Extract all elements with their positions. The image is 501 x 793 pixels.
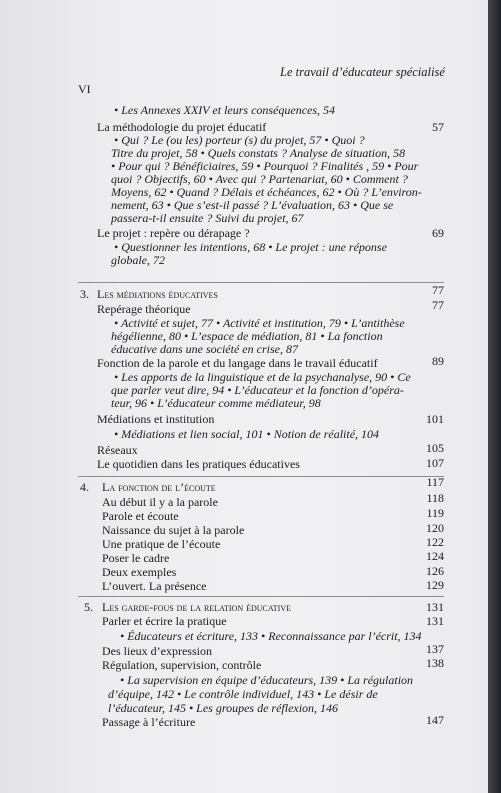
toc-page-ref: 105 [426, 441, 444, 455]
running-title: Le travail d’éducateur spécialisé [280, 65, 445, 79]
toc-sub-line: • Qui ? Le (ou les) porteur (s) du projet, 57 • Quoi ? [114, 133, 365, 147]
toc-section: Passage à l’écriture [102, 715, 196, 729]
toc-page-ref: 107 [426, 456, 444, 470]
chapter-divider [78, 596, 444, 597]
toc-sub-line: l’éducateur, 145 • Les groupes de réflexion, 146 [108, 701, 339, 715]
toc-sub-line: Moyens, 62 • Quand ? Délais et échéances, 62 • Où ? L’environ- [111, 185, 422, 199]
toc-page-ref: 131 [426, 600, 444, 614]
toc-sub-line: d’équipe, 142 • Le contrôle individuel, 143 • Le désir de [108, 687, 378, 701]
toc-sub-line: passera-t-il ensuite ? Suivi du projet, 67 [111, 211, 304, 225]
toc-section: L’ouvert. La présence [102, 579, 207, 593]
toc-section: Régulation, supervision, contrôle [102, 658, 262, 672]
toc-sub-line: globale, 72 [111, 253, 165, 267]
toc-page-ref: 138 [426, 656, 444, 670]
toc-sub-line: • Pour qui ? Bénéficiaires, 59 • Pourquoi ? Finalités , 59 • Pour [111, 159, 419, 173]
toc-sub-line: • Questionner les intentions, 68 • Le projet : une réponse [114, 240, 387, 254]
chapter-title: La fonction de l’écoute [102, 480, 216, 494]
toc-page-ref: 77 [432, 283, 444, 297]
toc-page-ref: 120 [426, 521, 444, 535]
chapter-divider [78, 476, 444, 477]
toc-section: Des lieux d’expression [102, 644, 212, 658]
toc-page-ref: 118 [426, 491, 444, 505]
toc-section: La méthodologie du projet éducatif [97, 120, 267, 134]
chapter-divider [78, 282, 444, 283]
toc-page-ref: 129 [426, 578, 444, 592]
toc-section: Réseaux [97, 443, 138, 457]
toc-page-ref: 77 [432, 298, 444, 312]
toc-sub-line: éducative dans une société en crise, 87 [111, 342, 298, 356]
toc-page-ref: 126 [426, 564, 444, 578]
toc-sub-line: • Éducateurs et écriture, 133 • Reconnaissance par l’écrit, 134 [120, 629, 422, 643]
toc-sub-line: Titre du projet, 58 • Quels constats ? Analyse de situation, 58 [111, 146, 406, 160]
chapter-number: 3. [80, 287, 89, 301]
toc-section: Naissance du sujet à la parole [102, 523, 245, 537]
chapter-title: Les garde-fous de la relation éducative [102, 600, 291, 614]
background-edge [488, 0, 501, 793]
toc-section: Le projet : repère ou dérapage ? [97, 226, 250, 240]
toc-page-ref: 137 [426, 642, 444, 656]
chapter-title: Les médiations éducatives [97, 287, 218, 301]
toc-sub-line: • Médiations et lien social, 101 • Notion de réalité, 104 [114, 427, 380, 441]
toc-sub-line: • Les apports de la linguistique et de la psychanalyse, 90 • Ce [114, 370, 411, 384]
toc-section: Une pratique de l’écoute [102, 537, 221, 551]
toc-page-ref: 131 [426, 614, 444, 628]
toc-section: Le quotidien dans les pratiques éducatives [97, 457, 300, 471]
toc-page-ref: 57 [432, 120, 444, 134]
toc-sub-line: • La supervision en équipe d’éducateurs, 139 • La régulation [120, 673, 414, 687]
toc-page-ref: 124 [426, 549, 444, 563]
toc-sub-line: que parler veut dire, 94 • L’éducateur et la fonction d’opéra- [111, 383, 404, 397]
chapter-number: 4. [80, 480, 89, 494]
toc-page-ref: 122 [426, 535, 444, 549]
chapter-number: 5. [84, 600, 93, 614]
toc-section: Parler et écrire la pratique [102, 614, 227, 628]
toc-sub-line: • Les Annexes XXIV et leurs conséquences, 54 [114, 103, 336, 117]
toc-section: Médiations et institution [97, 412, 215, 426]
toc-sub-line: • Activité et sujet, 77 • Activité et institution, 79 • L’antithèse [114, 316, 405, 330]
toc-page-ref: 89 [432, 354, 444, 368]
toc-sub-line: teur, 96 • L’éducateur comme médiateur, 98 [111, 396, 321, 410]
toc-page-ref: 147 [426, 713, 444, 727]
toc-sub-line: quoi ? Objectifs, 60 • Avec qui ? Partenariat, 60 • Comment ? [111, 172, 408, 186]
toc-section: Repérage théorique [97, 302, 191, 316]
toc-page-ref: 101 [426, 412, 444, 426]
toc-section: Poser le cadre [102, 551, 170, 565]
toc-section: Parole et écoute [102, 509, 179, 523]
toc-page-ref: 117 [426, 475, 444, 489]
toc-sub-line: nement, 63 • Que s’est-il passé ? L’évaluation, 63 • Que se [111, 198, 394, 212]
toc-section: Deux exemples [102, 565, 177, 579]
toc-page-ref: 69 [432, 226, 444, 240]
page-number: VI [78, 82, 91, 96]
toc-section: Au début il y a la parole [102, 495, 218, 509]
toc-page-ref: 119 [426, 506, 444, 520]
toc-section: Fonction de la parole et du langage dans le travail éducatif [97, 356, 378, 370]
toc-sub-line: hégélienne, 80 • L’espace de médiation, 81 • La fonction [111, 329, 383, 343]
